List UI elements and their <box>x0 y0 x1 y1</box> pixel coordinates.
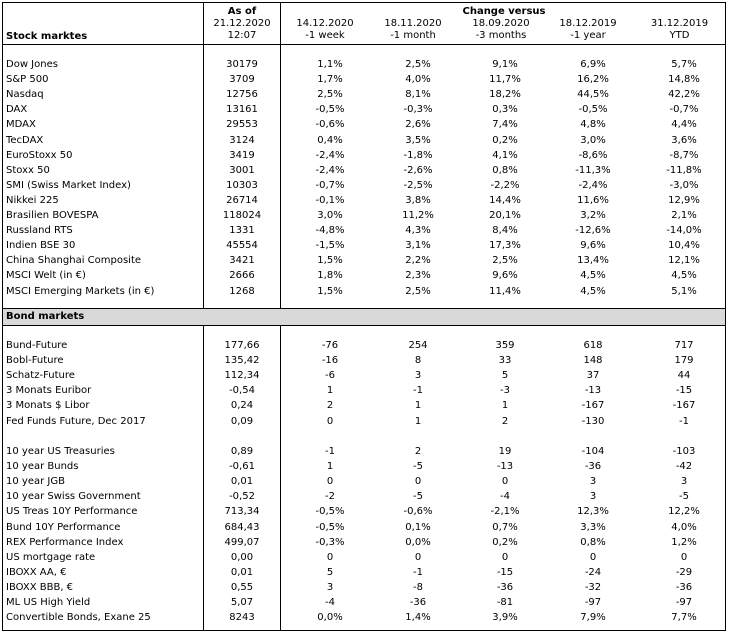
asof-time: 12:07 <box>227 30 257 41</box>
row-change: -0,5% <box>315 521 345 533</box>
row-change: -167 <box>581 400 605 412</box>
row-change: -3,0% <box>669 179 699 191</box>
row-value: 0,01 <box>230 566 254 578</box>
row-label: 3 Monats $ Libor <box>6 400 90 412</box>
row-change: 3,3% <box>580 521 606 533</box>
row-change: -4 <box>500 491 510 503</box>
row-change: -36 <box>584 461 602 473</box>
row-change: -15 <box>675 385 693 397</box>
row-change: 16,2% <box>577 74 609 86</box>
row-change: 4,1% <box>492 149 518 161</box>
row-change: 4,5% <box>671 270 697 282</box>
row-value: 0,55 <box>230 581 254 593</box>
table-row <box>3 133 725 148</box>
row-change: -13 <box>496 461 514 473</box>
row-label: Bund-Future <box>6 340 68 351</box>
row-change: 3 <box>589 476 597 488</box>
row-change: 2,6% <box>405 119 431 131</box>
row-change: 0,8% <box>492 164 518 176</box>
row-change: 2,1% <box>671 210 697 221</box>
row-value: 135,42 <box>224 355 260 367</box>
row-change: 20,1% <box>489 210 521 221</box>
row-change: 11,6% <box>577 194 609 206</box>
row-change: -8,7% <box>669 149 699 161</box>
row-change: 14,8% <box>668 74 700 86</box>
row-change: 3,1% <box>405 240 431 252</box>
row-change: 717 <box>674 340 694 351</box>
row-value: 30179 <box>226 59 258 70</box>
row-change: -29 <box>675 566 693 578</box>
row-change: 42,2% <box>668 89 700 101</box>
row-change: -2,1% <box>490 506 520 518</box>
row-change: 0,4% <box>317 134 343 146</box>
table-row <box>3 238 725 253</box>
row-change: 2,5% <box>405 59 431 70</box>
table-row <box>3 163 725 178</box>
row-change: -15 <box>496 566 514 578</box>
row-change: 0,7% <box>492 521 518 533</box>
row-change: -11,8% <box>666 164 702 176</box>
row-label: Convertible Bonds, Exane 25 <box>6 612 151 624</box>
row-change: 3,9% <box>492 612 518 624</box>
row-change: 10,4% <box>668 240 700 252</box>
row-change: 1,1% <box>317 59 343 70</box>
row-change: -130 <box>581 415 605 427</box>
column-period: -1 year <box>570 30 606 41</box>
row-change: 7,9% <box>580 612 606 624</box>
row-change: 9,6% <box>492 270 518 282</box>
row-change: 4,0% <box>671 521 697 533</box>
row-change: 1,5% <box>317 285 343 297</box>
row-change: 1 <box>501 400 509 412</box>
row-change: 12,1% <box>668 255 700 267</box>
row-change: 3 <box>326 581 334 593</box>
table-row <box>3 253 725 268</box>
row-change: -81 <box>496 597 514 608</box>
row-change: 44 <box>677 370 691 382</box>
row-label: S&P 500 <box>6 74 49 86</box>
row-change: 11,7% <box>489 74 521 86</box>
row-change: -3 <box>500 385 510 397</box>
row-value: -0,52 <box>229 491 255 503</box>
row-value: 2666 <box>229 270 255 282</box>
row-change: 12,3% <box>577 506 609 518</box>
row-value: 118024 <box>222 210 262 221</box>
row-change: 19 <box>498 446 512 457</box>
table-row <box>3 284 725 299</box>
row-change: 14,4% <box>489 194 521 206</box>
row-label: 10 year Swiss Government <box>6 491 141 503</box>
column-date: 18.12.2019 <box>559 18 617 29</box>
row-label: Bobl-Future <box>6 355 64 367</box>
change-versus-label: Change versus <box>462 6 546 17</box>
row-change: 3,5% <box>405 134 431 146</box>
market-table <box>2 2 726 631</box>
asof-label: As of <box>227 6 257 17</box>
row-change: -1,8% <box>403 149 433 161</box>
row-change: 5,7% <box>671 59 697 70</box>
column-date: 14.12.2020 <box>296 18 354 29</box>
row-change: 3 <box>589 491 597 503</box>
row-change: 7,7% <box>671 612 697 624</box>
column-date: 18.11.2020 <box>384 18 442 29</box>
row-change: -1 <box>413 385 423 397</box>
row-value: 499,07 <box>224 536 260 548</box>
row-change: -0,1% <box>315 194 345 206</box>
row-label: Schatz-Future <box>6 370 75 382</box>
row-label: IBOXX AA, € <box>6 566 67 578</box>
row-change: 12,9% <box>668 194 700 206</box>
row-change: 3 <box>414 370 422 382</box>
table-row <box>3 504 725 519</box>
table-row <box>3 353 725 368</box>
row-change: -76 <box>321 340 339 351</box>
row-value: 684,43 <box>224 521 260 533</box>
row-label: MSCI Welt (in €) <box>6 270 86 282</box>
row-change: 8,1% <box>405 89 431 101</box>
row-label: Nasdaq <box>6 89 44 101</box>
row-label: US mortgage rate <box>6 551 96 563</box>
row-change: 0 <box>414 551 422 563</box>
column-date: 18.09.2020 <box>472 18 530 29</box>
row-value: -0,54 <box>229 385 255 397</box>
row-change: -2,5% <box>403 179 433 191</box>
row-change: -167 <box>672 400 696 412</box>
table-row <box>3 444 725 459</box>
row-change: 0 <box>326 415 334 427</box>
row-change: -6 <box>325 370 335 382</box>
row-change: 2,5% <box>317 89 343 101</box>
table-row <box>3 117 725 132</box>
row-change: 179 <box>674 355 694 367</box>
row-change: -8 <box>413 581 423 593</box>
row-change: 1 <box>414 400 422 412</box>
row-change: 0,8% <box>580 536 606 548</box>
row-label: Dow Jones <box>6 59 58 70</box>
table-row <box>3 268 725 283</box>
row-label: Russland RTS <box>6 225 73 237</box>
row-change: 33 <box>498 355 512 367</box>
row-change: -0,5% <box>578 104 608 116</box>
row-change: 3,8% <box>405 194 431 206</box>
stock-section-title: Stock marktes <box>6 31 88 42</box>
row-change: 3,6% <box>671 134 697 146</box>
table-row <box>3 193 725 208</box>
row-change: 11,2% <box>402 210 434 221</box>
row-change: 0 <box>326 551 334 563</box>
table-row <box>3 398 725 413</box>
row-change: -12,6% <box>575 225 611 237</box>
row-label: SMI (Swiss Market Index) <box>6 179 131 191</box>
row-change: -4 <box>325 597 335 608</box>
row-change: -2,4% <box>315 164 345 176</box>
row-change: 3,0% <box>317 210 343 221</box>
row-value: 713,34 <box>224 506 260 518</box>
row-change: -5 <box>413 461 423 473</box>
row-change: -103 <box>672 446 696 457</box>
row-change: 148 <box>583 355 603 367</box>
row-value: 3709 <box>229 74 255 86</box>
row-label: Fed Funds Future, Dec 2017 <box>6 415 146 427</box>
row-value: 3421 <box>229 255 255 267</box>
row-change: 12,2% <box>668 506 700 518</box>
row-label: 10 year Bunds <box>6 461 79 473</box>
row-change: -1 <box>325 446 335 457</box>
table-row <box>3 102 725 117</box>
column-date: 31.12.2019 <box>650 18 709 29</box>
row-change: 2,5% <box>492 255 518 267</box>
table-row <box>3 383 725 398</box>
row-change: -2,4% <box>578 179 608 191</box>
row-change: 618 <box>583 340 603 351</box>
row-change: -36 <box>409 597 427 608</box>
row-value: 177,66 <box>224 340 260 351</box>
row-change: 4,5% <box>580 270 606 282</box>
row-change: 1 <box>414 415 422 427</box>
row-value: 0,09 <box>230 415 254 427</box>
row-change: -0,6% <box>403 506 433 518</box>
row-change: 4,0% <box>405 74 431 86</box>
row-change: 0,3% <box>492 104 518 116</box>
row-change: 0,1% <box>405 521 431 533</box>
row-change: -0,7% <box>315 179 345 191</box>
row-change: -0,3% <box>403 104 433 116</box>
row-change: -2 <box>325 491 335 503</box>
row-change: 5 <box>326 566 334 578</box>
row-label: Bund 10Y Performance <box>6 521 121 533</box>
table-row <box>3 87 725 102</box>
row-change: -24 <box>584 566 602 578</box>
row-change: 1,5% <box>317 255 343 267</box>
row-change: 2,2% <box>405 255 431 267</box>
row-change: -2,2% <box>490 179 520 191</box>
row-change: -2,6% <box>403 164 433 176</box>
row-change: 9,1% <box>492 59 518 70</box>
row-change: 3 <box>680 476 688 488</box>
row-label: US Treas 10Y Performance <box>6 506 138 518</box>
row-label: 3 Monats Euribor <box>6 385 92 397</box>
row-label: EuroStoxx 50 <box>6 149 73 161</box>
row-value: 8243 <box>229 612 255 624</box>
row-label: REX Performance Index <box>6 536 124 548</box>
row-change: 18,2% <box>489 89 521 101</box>
row-change: -0,6% <box>315 119 345 131</box>
section-rule <box>3 325 725 326</box>
row-change: 6,9% <box>580 59 606 70</box>
table-row <box>3 223 725 238</box>
table-row <box>3 474 725 489</box>
row-value: 1268 <box>229 285 255 297</box>
row-change: 1,2% <box>671 536 697 548</box>
row-change: 2 <box>414 446 422 457</box>
table-row <box>3 595 725 610</box>
bond-section-band <box>3 309 725 325</box>
row-change: -0,5% <box>315 506 345 518</box>
row-change: 0,2% <box>492 134 518 146</box>
row-change: 1,8% <box>317 270 343 282</box>
table-row <box>3 459 725 474</box>
row-label: TecDAX <box>6 134 44 146</box>
asof-date: 21.12.2020 <box>213 18 271 29</box>
row-change: 3,2% <box>580 210 606 221</box>
row-change: 5,1% <box>671 285 697 297</box>
row-change: 8 <box>414 355 422 367</box>
row-change: 4,5% <box>580 285 606 297</box>
row-change: 0,2% <box>492 536 518 548</box>
row-change: 13,4% <box>577 255 609 267</box>
table-row <box>3 368 725 383</box>
row-change: -2,4% <box>315 149 345 161</box>
row-change: 1 <box>326 385 334 397</box>
row-change: 2 <box>501 415 509 427</box>
row-label: Brasilien BOVESPA <box>6 210 99 221</box>
row-label: IBOXX BBB, € <box>6 581 74 593</box>
column-period: -1 month <box>390 30 436 41</box>
row-change: 4,4% <box>671 119 697 131</box>
row-value: -0,61 <box>229 461 255 473</box>
row-change: 0 <box>414 476 422 488</box>
table-row <box>3 565 725 580</box>
row-label: China Shanghai Composite <box>6 255 142 267</box>
row-change: -16 <box>321 355 339 367</box>
table-row <box>3 535 725 550</box>
row-change: 359 <box>495 340 515 351</box>
row-change: 4,3% <box>405 225 431 237</box>
row-change: 11,4% <box>489 285 521 297</box>
column-period: -3 months <box>475 30 527 41</box>
table-row <box>3 414 725 429</box>
row-change: -14,0% <box>666 225 702 237</box>
row-change: 0,0% <box>317 612 343 624</box>
bond-section-title: Bond markets <box>6 311 85 322</box>
row-value: 0,00 <box>230 551 254 563</box>
table-row <box>3 148 725 163</box>
row-value: 0,24 <box>230 400 254 412</box>
row-change: 1,7% <box>317 74 343 86</box>
row-change: -1 <box>413 566 423 578</box>
row-change: 0 <box>589 551 597 563</box>
row-value: 10303 <box>226 179 258 191</box>
row-change: 7,4% <box>492 119 518 131</box>
row-change: -97 <box>584 597 602 608</box>
row-change: -5 <box>413 491 423 503</box>
row-value: 3001 <box>229 164 255 176</box>
row-label: 10 year JGB <box>6 476 65 488</box>
row-change: 1 <box>326 461 334 473</box>
row-change: -1,5% <box>315 240 345 252</box>
row-change: -13 <box>584 385 602 397</box>
table-row <box>3 580 725 595</box>
table-row <box>3 489 725 504</box>
row-change: 37 <box>586 370 600 382</box>
row-change: 0 <box>501 476 509 488</box>
table-row <box>3 610 725 625</box>
row-label: 10 year US Treasuries <box>6 446 115 457</box>
row-change: -36 <box>675 581 693 593</box>
row-change: -0,3% <box>315 536 345 548</box>
column-period: -1 week <box>305 30 345 41</box>
row-change: 4,8% <box>580 119 606 131</box>
row-change: 9,6% <box>580 240 606 252</box>
row-change: 17,3% <box>489 240 521 252</box>
row-change: -4,8% <box>315 225 345 237</box>
row-value: 0,01 <box>230 476 254 488</box>
row-change: 254 <box>408 340 428 351</box>
table-row <box>3 72 725 87</box>
row-label: Stoxx 50 <box>6 164 50 176</box>
row-change: -11,3% <box>575 164 611 176</box>
table-row <box>3 57 725 72</box>
row-value: 112,34 <box>224 370 260 382</box>
row-value: 29553 <box>226 119 258 131</box>
row-change: 5 <box>501 370 509 382</box>
table-row <box>3 178 725 193</box>
row-change: 1,4% <box>405 612 431 624</box>
header-rule <box>3 44 725 45</box>
row-change: -1 <box>679 415 689 427</box>
row-change: 2 <box>326 400 334 412</box>
row-change: 2,3% <box>405 270 431 282</box>
row-change: 0 <box>501 551 509 563</box>
table-row <box>3 338 725 353</box>
table-row <box>3 208 725 223</box>
row-value: 0,89 <box>230 446 254 457</box>
row-change: 0 <box>680 551 688 563</box>
row-label: MDAX <box>6 119 36 131</box>
row-change: -42 <box>675 461 693 473</box>
row-label: ML US High Yield <box>6 597 91 608</box>
row-value: 3124 <box>229 134 255 146</box>
row-change: 0,0% <box>405 536 431 548</box>
row-value: 13161 <box>226 104 258 116</box>
row-change: 2,5% <box>405 285 431 297</box>
row-value: 1331 <box>229 225 255 237</box>
row-value: 3419 <box>229 149 255 161</box>
row-change: 44,5% <box>577 89 609 101</box>
row-change: -36 <box>496 581 514 593</box>
row-value: 26714 <box>226 194 258 206</box>
row-change: -97 <box>675 597 693 608</box>
row-value: 5,07 <box>230 597 254 608</box>
row-change: 8,4% <box>492 225 518 237</box>
column-period: YTD <box>669 30 690 41</box>
row-label: Nikkei 225 <box>6 194 59 206</box>
table-row <box>3 550 725 565</box>
row-change: 0 <box>326 476 334 488</box>
row-change: -104 <box>581 446 605 457</box>
row-change: 3,0% <box>580 134 606 146</box>
table-row <box>3 520 725 535</box>
row-label: MSCI Emerging Markets (in €) <box>6 285 155 297</box>
row-label: DAX <box>6 104 28 116</box>
row-change: -0,5% <box>315 104 345 116</box>
row-change: -5 <box>679 491 689 503</box>
row-value: 45554 <box>226 240 258 252</box>
row-change: -32 <box>584 581 602 593</box>
row-value: 12756 <box>226 89 258 101</box>
row-change: -8,6% <box>578 149 608 161</box>
row-change: -0,7% <box>669 104 699 116</box>
row-label: Indien BSE 30 <box>6 240 76 252</box>
